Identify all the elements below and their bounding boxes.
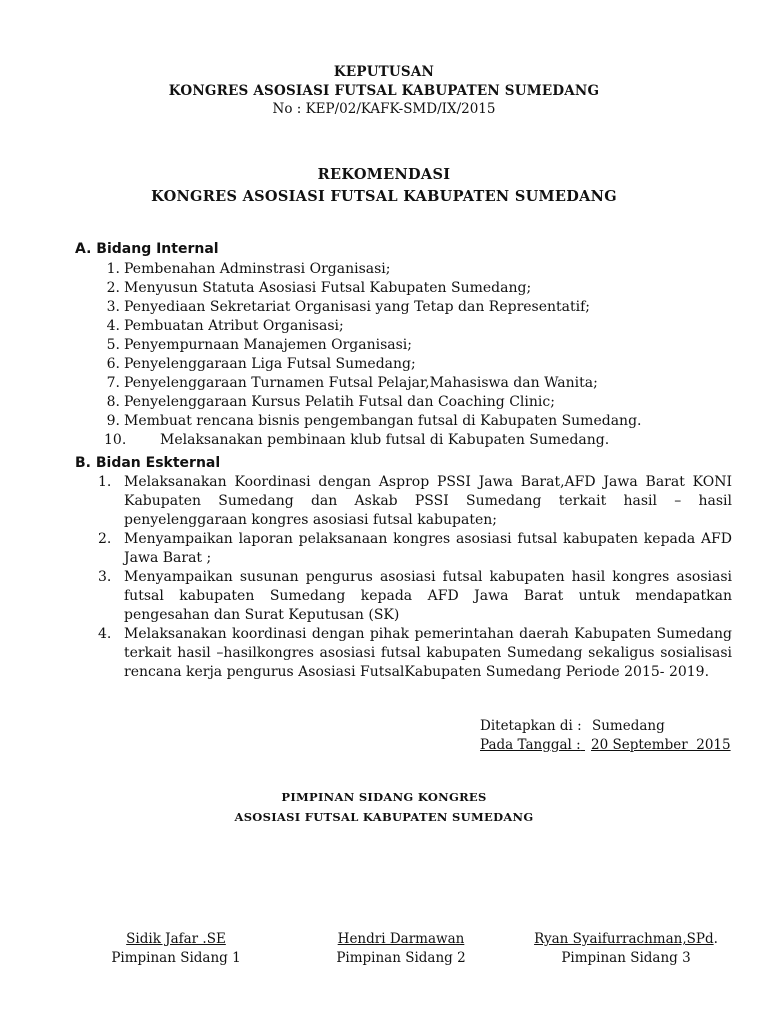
place-label: Ditetapkan di : bbox=[480, 718, 582, 734]
enactment-date bbox=[480, 737, 731, 753]
signer-name-line bbox=[526, 931, 726, 947]
list-item: 5. Penyempurnaan Manajemen Organisasi; bbox=[106, 337, 412, 353]
list-item: 3. Penyediaan Sekretariat Organisasi yang Tetap dan Representatif; bbox=[106, 299, 591, 315]
signer-name: Ryan Syaifurrachman,SPd bbox=[534, 931, 714, 947]
section-b-title: B. Bidan Eskternal bbox=[75, 455, 221, 471]
list-item: 7. Penyelenggaraan Turnamen Futsal Pelajar,Mahasiswa dan Wanita; bbox=[106, 375, 598, 391]
signer-name: Hendri Darmawan bbox=[337, 931, 465, 947]
date-value: 20 September 2015 bbox=[591, 737, 731, 753]
list-item: 1. Melaksanakan Koordinasi dengan Asprop PSSI Jawa Barat,AFD Jawa Barat KONI Kabupaten Sumedang dan Askab PSSI Sumedang terkait hasil – hasil penyelenggaraan kongres asosiasi futsal kabupaten; bbox=[98, 474, 732, 528]
signature-heading: PIMPINAN SIDANG KONGRES bbox=[281, 790, 487, 804]
section-b-list bbox=[98, 473, 732, 682]
decree-heading: KEPUTUSAN bbox=[333, 64, 435, 80]
list-item: 4. Pembuatan Atribut Organisasi; bbox=[106, 318, 344, 334]
signature-subheading: ASOSIASI FUTSAL KABUPATEN SUMEDANG bbox=[234, 810, 534, 824]
place-value: Sumedang bbox=[591, 718, 665, 734]
organization-heading: KONGRES ASOSIASI FUTSAL KABUPATEN SUMEDANG bbox=[168, 83, 600, 99]
document-subtitle: KONGRES ASOSIASI FUTSAL KABUPATEN SUMEDANG bbox=[151, 188, 617, 205]
section-a-title: A. Bidang Internal bbox=[75, 241, 219, 257]
signer-2 bbox=[301, 931, 501, 966]
signer-role: Pimpinan Sidang 2 bbox=[336, 950, 466, 966]
signer-role: Pimpinan Sidang 3 bbox=[561, 950, 691, 966]
list-item: 8. Penyelenggaraan Kursus Pelatih Futsal dan Coaching Clinic; bbox=[106, 394, 555, 410]
list-item: 6. Penyelenggaraan Liga Futsal Sumedang; bbox=[106, 356, 416, 372]
signer-name-suffix: . bbox=[713, 931, 718, 947]
date-label: Pada Tanggal : bbox=[480, 737, 581, 753]
list-item: 1. Pembenahan Adminstrasi Organisasi; bbox=[106, 261, 391, 277]
section-a-list bbox=[98, 260, 732, 450]
document-title: REKOMENDASI bbox=[317, 166, 451, 183]
signer-name: Sidik Jafar .SE bbox=[126, 931, 226, 947]
list-item: 9. Membuat rencana bisnis pengembangan futsal di Kabupaten Sumedang. bbox=[106, 413, 642, 429]
signer-role: Pimpinan Sidang 1 bbox=[111, 950, 241, 966]
signer-3 bbox=[526, 931, 726, 966]
list-item: 3. Menyampaikan susunan pengurus asosiasi futsal kabupaten hasil kongres asosiasi futsal kabupaten Sumedang kepada AFD Jawa Barat untuk mendapatkan pengesahan dan Surat Keputusan (SK) bbox=[98, 569, 732, 623]
list-item: 10. Melaksanakan pembinaan klub futsal di Kabupaten Sumedang. bbox=[104, 432, 610, 448]
list-item: 2. Menyampaikan laporan pelaksanaan kongres asosiasi futsal kabupaten kepada AFD Jawa Barat ; bbox=[98, 531, 732, 566]
list-item: 4. Melaksanakan koordinasi dengan pihak pemerintahan daerah Kabupaten Sumedang terkait hasil –hasilkongres asosiasi futsal kabupaten Sumedang sekaligus sosialisasi rencana kerja pengurus Asosiasi FutsalKabupaten Sumedang Periode 2015- 2019. bbox=[98, 626, 732, 680]
list-item: 2. Menyusun Statuta Asosiasi Futsal Kabupaten Sumedang; bbox=[106, 280, 532, 296]
decree-number: No : KEP/02/KAFK-SMD/IX/2015 bbox=[272, 101, 496, 117]
signer-1 bbox=[76, 931, 276, 966]
enactment-place bbox=[480, 718, 665, 734]
